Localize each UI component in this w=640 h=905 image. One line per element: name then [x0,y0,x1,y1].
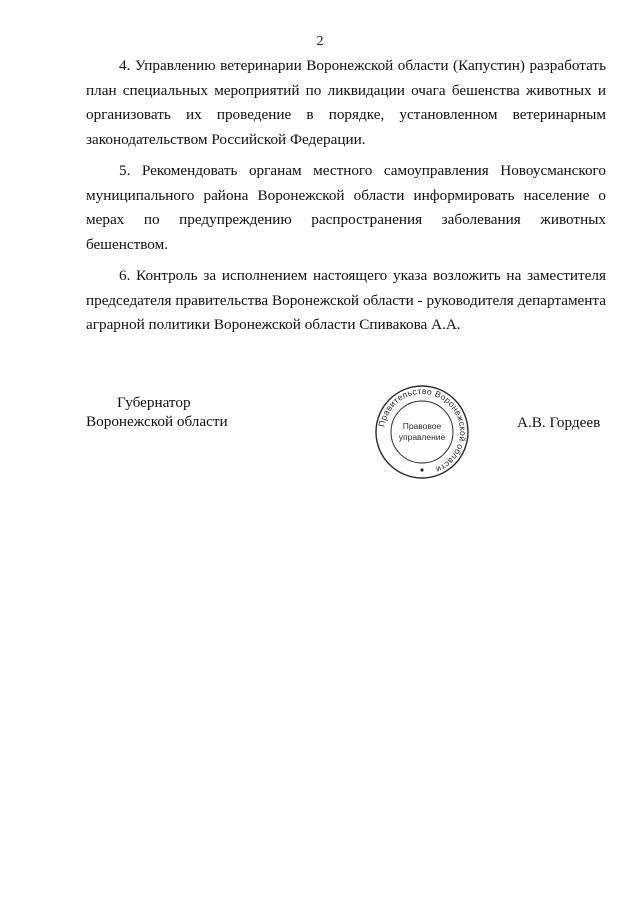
stamp-star [420,468,423,471]
stamp-ring-text: Правительство Воронежской области [376,385,469,476]
official-seal-stamp [374,384,470,480]
signatory-position [86,393,228,431]
stamp-inner-text-line2: управление [398,432,446,442]
document-body [86,54,606,345]
signatory-name: А.В. Гордеев [517,414,601,431]
signatory-title: Губернатор [117,394,191,411]
signatory-region: Воронежской области [86,413,228,430]
paragraph-5: 5. Рекомендовать органам местного самоуправления Новоусманского муниципального района Воронежской области информировать население о мерах по предупреждению распространения заболевания животных бешенством. [86,162,606,253]
paragraph-6: 6. Контроль за исполнением настоящего указа возложить на заместителя председателя правительства Воронежской области - руководителя департамента аграрной политики Воронежской области Спивакова А.А. [86,267,606,333]
stamp-inner-text-line1: Правовое [402,421,442,431]
page-number: 2 [316,34,324,49]
paragraph-4: 4. Управлению ветеринарии Воронежской области (Капустин) разработать план специальных мероприятий по ликвидации очага бешенства животных и организовать их проведение в порядке, установленном ветеринарным законодательством Российской Федерации. [86,57,606,148]
